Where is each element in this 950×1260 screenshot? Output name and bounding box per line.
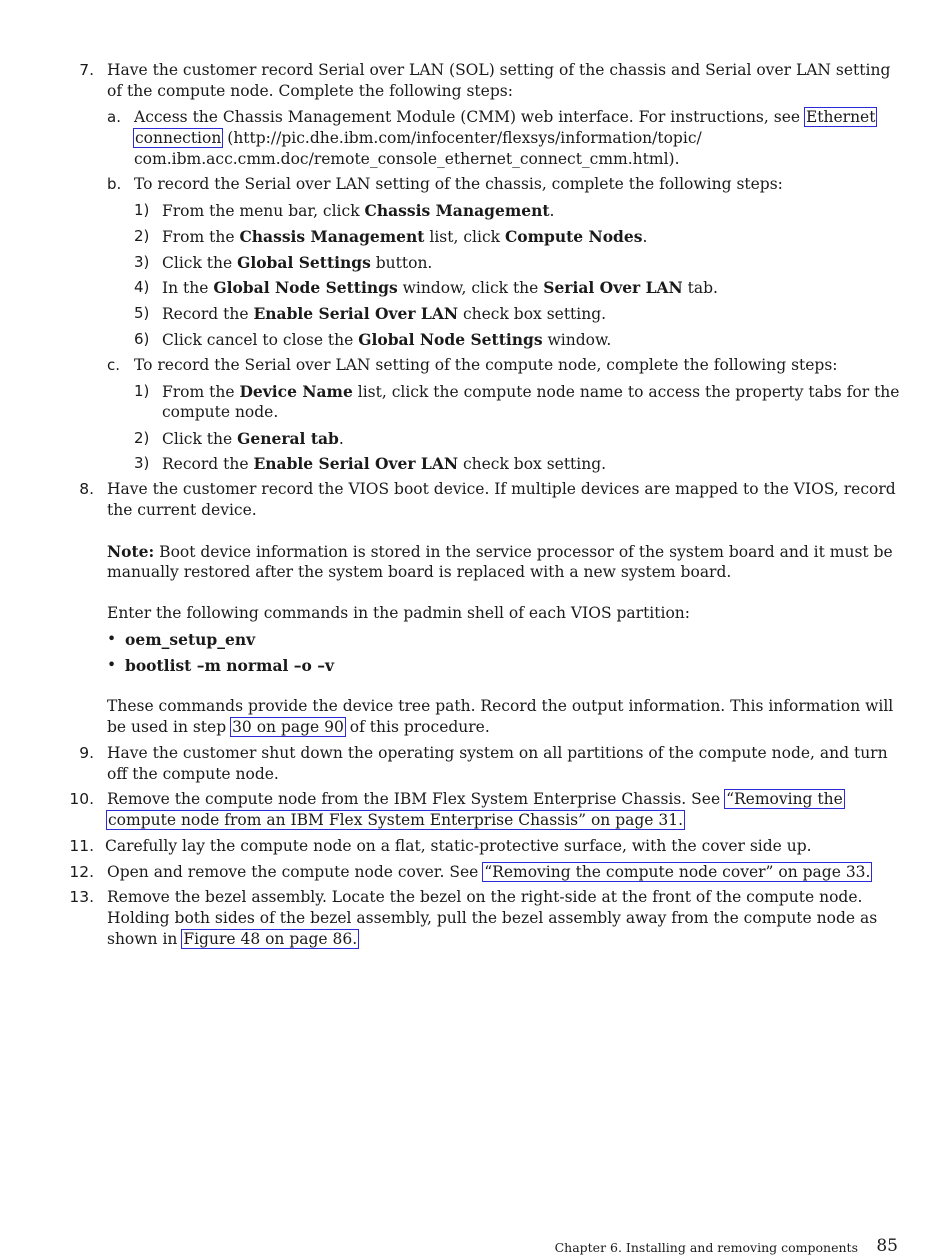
step-11-text: Carefully lay the compute node on a flat, static-protective surface, with the cover side up. bbox=[105, 837, 812, 855]
chapter-footer: Chapter 6. Installing and removing components bbox=[554, 1240, 858, 1255]
step-30-link[interactable]: 30 on page 90 bbox=[232, 718, 344, 736]
note-line-2: manually restored after the system board is replaced with a new system board. bbox=[107, 563, 732, 581]
step-12-text: Open and remove the compute node cover. See “Removing the compute node cover” on page 33. bbox=[107, 863, 871, 881]
step-7-text: Have the customer record Serial over LAN (SOL) setting of the chassis and Serial over LAN setting bbox=[107, 61, 891, 79]
step-7b-5-num: 5) bbox=[134, 304, 150, 322]
step-8-number: 8. bbox=[79, 480, 94, 498]
step-7b-2-text: From the Chassis Management list, click Compute Nodes. bbox=[162, 227, 648, 246]
step-10-text-cont bbox=[107, 810, 684, 831]
after-commands-text: These commands provide the device tree path. Record the output information. This information will bbox=[107, 697, 894, 715]
step-13-text-cont: Holding both sides of the bezel assembly, pull the bezel assembly away from the compute node as bbox=[107, 909, 878, 927]
step-8-text-cont: the current device. bbox=[107, 501, 257, 519]
step-7-number: 7. bbox=[79, 61, 94, 79]
step-9-text: Have the customer shut down the operating system on all partitions of the compute node, and turn bbox=[107, 744, 888, 762]
step-9-number: 9. bbox=[79, 744, 94, 762]
step-7b-4-num: 4) bbox=[134, 278, 150, 296]
command-oem-setup-env: oem_setup_env bbox=[125, 630, 256, 649]
step-7b-3-num: 3) bbox=[134, 253, 150, 271]
step-7c-text: To record the Serial over LAN setting of the compute node, complete the following steps: bbox=[134, 356, 838, 374]
step-7c-2-text: Click the General tab. bbox=[162, 429, 344, 448]
step-7b-label: b. bbox=[107, 175, 122, 193]
step-8-text: Have the customer record the VIOS boot device. If multiple devices are mapped to the VIOS, record bbox=[107, 480, 896, 498]
step-7c-label: c. bbox=[107, 356, 121, 374]
step-7c-3-num: 3) bbox=[134, 454, 150, 472]
step-7a-text: Access the Chassis Management Module (CMM) web interface. For instructions, see Ethernet bbox=[134, 108, 876, 126]
step-7a-text-cont: connection (http://pic.dhe.ibm.com/infocenter/flexsys/information/topic/ bbox=[135, 129, 702, 147]
command-bootlist: bootlist –m normal –o –v bbox=[125, 656, 335, 675]
bullet-icon: • bbox=[107, 630, 117, 648]
step-7c-2-num: 2) bbox=[134, 429, 150, 447]
step-7b-6-text: Click cancel to close the Global Node Settings window. bbox=[162, 330, 612, 349]
step-7c-3-text: Record the Enable Serial Over LAN check box setting. bbox=[162, 454, 607, 473]
step-9-text-cont: off the compute node. bbox=[107, 765, 279, 783]
step-7a-url: com.ibm.acc.cmm.doc/remote_console_ethernet_connect_cmm.html). bbox=[134, 150, 680, 168]
step-13-number: 13. bbox=[69, 888, 94, 906]
step-7b-1-text: From the menu bar, click Chassis Management. bbox=[162, 201, 555, 220]
removing-cover-link[interactable]: “Removing the compute node cover” on page 33. bbox=[484, 863, 871, 881]
step-11-number: 11. bbox=[69, 837, 94, 855]
step-7c-1-text: From the Device Name list, click the compute node name to access the property tabs for the bbox=[162, 382, 900, 401]
step-7a-label: a. bbox=[107, 108, 121, 126]
ethernet-connection-link[interactable]: Ethernet bbox=[805, 108, 876, 126]
step-13-text: Remove the bezel assembly. Locate the bezel on the right-side at the front of the compute node. bbox=[107, 888, 863, 906]
step-12-number: 12. bbox=[69, 863, 94, 881]
note-line-1: Note: Boot device information is stored in the service processor of the system board and it must be bbox=[107, 542, 893, 561]
step-7-text-cont: of the compute node. Complete the following steps: bbox=[107, 82, 513, 100]
step-7b-1-num: 1) bbox=[134, 201, 150, 219]
step-7b-4-text: In the Global Node Settings window, click the Serial Over LAN tab. bbox=[162, 278, 718, 297]
removing-compute-node-link-cont[interactable]: compute node from an IBM Flex System Enterprise Chassis” on page 31. bbox=[108, 811, 684, 829]
step-7b-3-text: Click the Global Settings button. bbox=[162, 253, 433, 272]
step-10-text: Remove the compute node from the IBM Flex System Enterprise Chassis. See “Removing the bbox=[107, 790, 843, 808]
step-7b-6-num: 6) bbox=[134, 330, 150, 348]
step-7c-1-num: 1) bbox=[134, 382, 150, 400]
step-7b-2-num: 2) bbox=[134, 227, 150, 245]
step-7b-5-text: Record the Enable Serial Over LAN check box setting. bbox=[162, 304, 607, 323]
step-7c-1-text-cont: compute node. bbox=[162, 403, 279, 421]
step-7b-text: To record the Serial over LAN setting of the chassis, complete the following steps: bbox=[134, 175, 783, 193]
step-13-text-cont-2: shown in Figure 48 on page 86. bbox=[107, 930, 358, 948]
after-commands-text-cont: be used in step 30 on page 90 of this procedure. bbox=[107, 718, 490, 736]
figure-48-link[interactable]: Figure 48 on page 86. bbox=[183, 930, 358, 948]
page-number: 85 bbox=[876, 1236, 898, 1256]
removing-compute-node-link[interactable]: “Removing the bbox=[726, 790, 843, 808]
bullet-icon: • bbox=[107, 656, 117, 674]
step-10-number: 10. bbox=[69, 790, 94, 808]
enter-commands-text: Enter the following commands in the padmin shell of each VIOS partition: bbox=[107, 604, 690, 622]
ethernet-connection-link-cont[interactable]: connection bbox=[135, 129, 222, 147]
